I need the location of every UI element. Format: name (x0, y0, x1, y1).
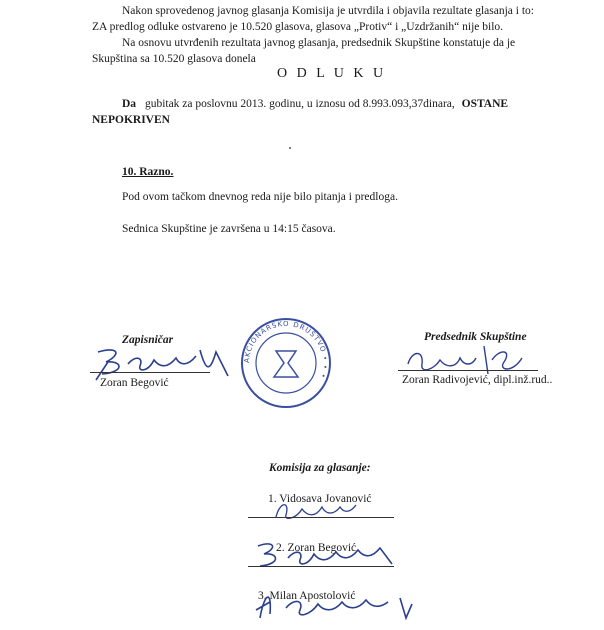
intro-line-2: ZA predlog odluke ostvareno je 10.520 glasova, glasova „Protiv“ i „Uzdržanih“ nije bilo. (92, 21, 504, 33)
company-stamp (238, 315, 334, 411)
intro-line-1: Nakon sprovedenog javnog glasanja Komisija je utvrdila i objavila rezultate glasanja i to: (122, 5, 534, 17)
commission-member-3: 3. Milan Apostolović (258, 590, 356, 602)
secretary-sign-line (90, 372, 210, 373)
president-sign-line (398, 370, 538, 371)
secretary-name: Zoran Begović (100, 377, 169, 389)
section-heading: 10. Razno. (122, 166, 174, 178)
secretary-title: Zapisničar (122, 334, 174, 346)
president-name: Zoran Radivojević, dipl.inž.rud.. (402, 374, 553, 386)
stray-dot (289, 147, 291, 149)
commission-line-2 (248, 566, 394, 567)
decision-da: Da (122, 98, 137, 110)
commission-member-2: 2. Zoran Begović (276, 542, 357, 554)
svg-text:AKCIONARSKO DRUŠTVO • • • (243, 320, 329, 380)
intro-line-4: Skupština sa 10.520 glasova donela (92, 53, 256, 65)
commission-signature-1 (270, 495, 380, 525)
stamp-text: AKCIONARSKO DRUŠTVO • • • (242, 319, 330, 380)
section-para-2: Sednica Skupštine je završena u 14:15 časova. (122, 223, 336, 235)
intro-line-3: Na osnovu utvrđenih rezultata javnog glasanja, predsednik Skupštine konstatuje da je (122, 37, 516, 49)
decision-line-1 (122, 97, 508, 112)
decision-title: O D L U K U (277, 66, 387, 81)
commission-signature-3 (250, 584, 420, 624)
decision-bold-end: OSTANE (461, 98, 509, 110)
section-para-1: Pod ovom tačkom dnevnog reda nije bilo pitanja i predloga. (122, 191, 398, 203)
commission-member-1: 1. Vidosava Jovanović (268, 493, 372, 505)
decision-text: gubitak za poslovnu 2013. godinu, u iznosu od 8.993.093,37dinara, (144, 98, 455, 110)
president-title: Predsednik Skupštine (424, 331, 527, 343)
commission-line-1 (248, 517, 394, 518)
decision-line-2: NEPOKRIVEN (92, 114, 170, 126)
commission-title: Komisija za glasanje: (269, 462, 371, 474)
